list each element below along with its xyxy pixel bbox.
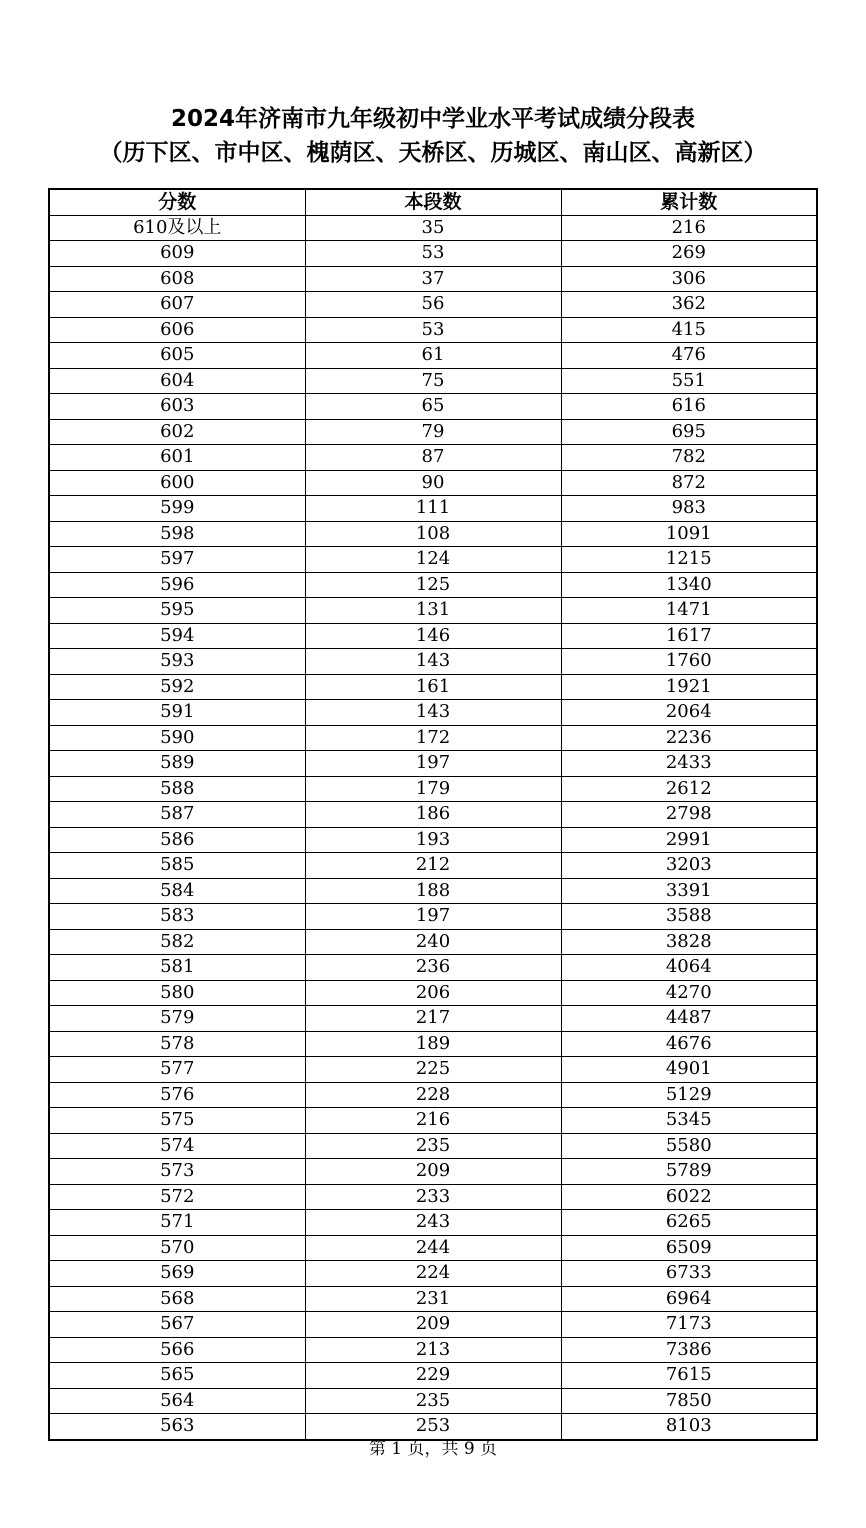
cumulative-count-cell: 4676 — [561, 1031, 817, 1057]
segment-count-cell: 87 — [305, 445, 561, 471]
table-row — [49, 1261, 817, 1287]
segment-count-cell: 197 — [305, 751, 561, 777]
score-cell: 569 — [49, 1261, 305, 1287]
score-distribution-table — [48, 188, 818, 1441]
table-row — [49, 1235, 817, 1261]
cumulative-count-cell: 4487 — [561, 1006, 817, 1032]
table-body — [49, 215, 817, 1440]
score-cell: 590 — [49, 725, 305, 751]
score-cell: 583 — [49, 904, 305, 930]
segment-count-cell: 61 — [305, 343, 561, 369]
cumulative-count-cell: 7386 — [561, 1337, 817, 1363]
table-row — [49, 623, 817, 649]
score-cell: 605 — [49, 343, 305, 369]
cumulative-count-cell: 1340 — [561, 572, 817, 598]
score-cell: 578 — [49, 1031, 305, 1057]
score-cell: 598 — [49, 521, 305, 547]
segment-count-cell: 65 — [305, 394, 561, 420]
score-cell: 600 — [49, 470, 305, 496]
score-cell: 579 — [49, 1006, 305, 1032]
table-row — [49, 1159, 817, 1185]
table-row — [49, 776, 817, 802]
table-row — [49, 725, 817, 751]
segment-count-cell: 35 — [305, 215, 561, 241]
table-row — [49, 1031, 817, 1057]
segment-count-cell: 53 — [305, 241, 561, 267]
segment-count-cell: 124 — [305, 547, 561, 573]
score-cell: 588 — [49, 776, 305, 802]
score-cell: 610及以上 — [49, 215, 305, 241]
score-cell: 589 — [49, 751, 305, 777]
cumulative-count-cell: 4270 — [561, 980, 817, 1006]
column-header-cumulative-count: 累计数 — [561, 189, 817, 215]
score-cell: 568 — [49, 1286, 305, 1312]
table-row — [49, 751, 817, 777]
segment-count-cell: 108 — [305, 521, 561, 547]
cumulative-count-cell: 6022 — [561, 1184, 817, 1210]
score-cell: 609 — [49, 241, 305, 267]
segment-count-cell: 235 — [305, 1133, 561, 1159]
cumulative-count-cell: 3588 — [561, 904, 817, 930]
segment-count-cell: 229 — [305, 1363, 561, 1389]
column-header-segment-count: 本段数 — [305, 189, 561, 215]
cumulative-count-cell: 306 — [561, 266, 817, 292]
segment-count-cell: 243 — [305, 1210, 561, 1236]
cumulative-count-cell: 476 — [561, 343, 817, 369]
segment-count-cell: 209 — [305, 1312, 561, 1338]
score-cell: 606 — [49, 317, 305, 343]
table-row — [49, 649, 817, 675]
segment-count-cell: 244 — [305, 1235, 561, 1261]
table-row — [49, 1388, 817, 1414]
cumulative-count-cell: 551 — [561, 368, 817, 394]
score-cell: 566 — [49, 1337, 305, 1363]
table-row — [49, 1108, 817, 1134]
segment-count-cell: 235 — [305, 1388, 561, 1414]
cumulative-count-cell: 4901 — [561, 1057, 817, 1083]
cumulative-count-cell: 1921 — [561, 674, 817, 700]
table-row — [49, 598, 817, 624]
segment-count-cell: 228 — [305, 1082, 561, 1108]
table-row — [49, 853, 817, 879]
cumulative-count-cell: 362 — [561, 292, 817, 318]
score-cell: 584 — [49, 878, 305, 904]
segment-count-cell: 224 — [305, 1261, 561, 1287]
score-cell: 595 — [49, 598, 305, 624]
segment-count-cell: 111 — [305, 496, 561, 522]
cumulative-count-cell: 6265 — [561, 1210, 817, 1236]
cumulative-count-cell: 5580 — [561, 1133, 817, 1159]
score-cell: 563 — [49, 1414, 305, 1440]
table-row — [49, 1210, 817, 1236]
table-row — [49, 904, 817, 930]
cumulative-count-cell: 415 — [561, 317, 817, 343]
table-row — [49, 1337, 817, 1363]
table-row — [49, 317, 817, 343]
table-row — [49, 955, 817, 981]
table-row — [49, 343, 817, 369]
page-number: 第 1 页，共 9 页 — [368, 1439, 498, 1459]
score-cell: 574 — [49, 1133, 305, 1159]
score-cell: 601 — [49, 445, 305, 471]
cumulative-count-cell: 695 — [561, 419, 817, 445]
table-row — [49, 521, 817, 547]
segment-count-cell: 216 — [305, 1108, 561, 1134]
segment-count-cell: 212 — [305, 853, 561, 879]
cumulative-count-cell: 3391 — [561, 878, 817, 904]
cumulative-count-cell: 3828 — [561, 929, 817, 955]
table-row — [49, 215, 817, 241]
table-row — [49, 1312, 817, 1338]
table-row — [49, 368, 817, 394]
table-row — [49, 674, 817, 700]
score-cell: 576 — [49, 1082, 305, 1108]
cumulative-count-cell: 872 — [561, 470, 817, 496]
cumulative-count-cell: 8103 — [561, 1414, 817, 1440]
score-cell: 603 — [49, 394, 305, 420]
cumulative-count-cell: 7850 — [561, 1388, 817, 1414]
table-row — [49, 547, 817, 573]
table-row — [49, 419, 817, 445]
table-row — [49, 1286, 817, 1312]
score-cell: 596 — [49, 572, 305, 598]
score-cell: 573 — [49, 1159, 305, 1185]
segment-count-cell: 197 — [305, 904, 561, 930]
score-cell: 594 — [49, 623, 305, 649]
cumulative-count-cell: 2064 — [561, 700, 817, 726]
segment-count-cell: 143 — [305, 649, 561, 675]
score-cell: 585 — [49, 853, 305, 879]
score-cell: 577 — [49, 1057, 305, 1083]
segment-count-cell: 206 — [305, 980, 561, 1006]
table-row — [49, 700, 817, 726]
score-cell: 565 — [49, 1363, 305, 1389]
segment-count-cell: 217 — [305, 1006, 561, 1032]
score-cell: 604 — [49, 368, 305, 394]
table-row — [49, 802, 817, 828]
cumulative-count-cell: 1760 — [561, 649, 817, 675]
segment-count-cell: 240 — [305, 929, 561, 955]
page-title: 2024年济南市九年级初中学业水平考试成绩分段表 — [170, 106, 695, 132]
segment-count-cell: 161 — [305, 674, 561, 700]
table-row — [49, 266, 817, 292]
page-subtitle: （历下区、市中区、槐荫区、天桥区、历城区、南山区、高新区） — [99, 140, 767, 166]
segment-count-cell: 90 — [305, 470, 561, 496]
table-row — [49, 445, 817, 471]
score-cell: 602 — [49, 419, 305, 445]
segment-count-cell: 146 — [305, 623, 561, 649]
table-row — [49, 827, 817, 853]
segment-count-cell: 186 — [305, 802, 561, 828]
cumulative-count-cell: 269 — [561, 241, 817, 267]
table-row — [49, 1057, 817, 1083]
score-cell: 572 — [49, 1184, 305, 1210]
score-cell: 592 — [49, 674, 305, 700]
score-cell: 567 — [49, 1312, 305, 1338]
segment-count-cell: 75 — [305, 368, 561, 394]
table-row — [49, 1414, 817, 1440]
cumulative-count-cell: 2991 — [561, 827, 817, 853]
segment-count-cell: 209 — [305, 1159, 561, 1185]
score-cell: 564 — [49, 1388, 305, 1414]
table-row — [49, 1184, 817, 1210]
table-row — [49, 1082, 817, 1108]
score-cell: 581 — [49, 955, 305, 981]
table-row — [49, 1133, 817, 1159]
score-cell: 580 — [49, 980, 305, 1006]
table-row — [49, 1006, 817, 1032]
segment-count-cell: 131 — [305, 598, 561, 624]
cumulative-count-cell: 2612 — [561, 776, 817, 802]
segment-count-cell: 172 — [305, 725, 561, 751]
cumulative-count-cell: 2798 — [561, 802, 817, 828]
cumulative-count-cell: 7173 — [561, 1312, 817, 1338]
cumulative-count-cell: 6733 — [561, 1261, 817, 1287]
cumulative-count-cell: 6509 — [561, 1235, 817, 1261]
cumulative-count-cell: 5129 — [561, 1082, 817, 1108]
segment-count-cell: 233 — [305, 1184, 561, 1210]
segment-count-cell: 56 — [305, 292, 561, 318]
cumulative-count-cell: 782 — [561, 445, 817, 471]
score-cell: 608 — [49, 266, 305, 292]
score-cell: 575 — [49, 1108, 305, 1134]
score-cell: 607 — [49, 292, 305, 318]
cumulative-count-cell: 1471 — [561, 598, 817, 624]
column-header-score: 分数 — [49, 189, 305, 215]
table-row — [49, 470, 817, 496]
cumulative-count-cell: 3203 — [561, 853, 817, 879]
cumulative-count-cell: 616 — [561, 394, 817, 420]
segment-count-cell: 189 — [305, 1031, 561, 1057]
score-cell: 571 — [49, 1210, 305, 1236]
segment-count-cell: 79 — [305, 419, 561, 445]
table-row — [49, 980, 817, 1006]
segment-count-cell: 188 — [305, 878, 561, 904]
table-row — [49, 394, 817, 420]
table-row — [49, 496, 817, 522]
cumulative-count-cell: 5789 — [561, 1159, 817, 1185]
cumulative-count-cell: 2236 — [561, 725, 817, 751]
segment-count-cell: 225 — [305, 1057, 561, 1083]
table-header-row — [49, 189, 817, 215]
table-row — [49, 241, 817, 267]
cumulative-count-cell: 1091 — [561, 521, 817, 547]
cumulative-count-cell: 4064 — [561, 955, 817, 981]
segment-count-cell: 231 — [305, 1286, 561, 1312]
segment-count-cell: 37 — [305, 266, 561, 292]
segment-count-cell: 213 — [305, 1337, 561, 1363]
table-row — [49, 292, 817, 318]
score-cell: 599 — [49, 496, 305, 522]
score-cell: 582 — [49, 929, 305, 955]
segment-count-cell: 253 — [305, 1414, 561, 1440]
cumulative-count-cell: 983 — [561, 496, 817, 522]
cumulative-count-cell: 6964 — [561, 1286, 817, 1312]
table-row — [49, 572, 817, 598]
segment-count-cell: 179 — [305, 776, 561, 802]
cumulative-count-cell: 1215 — [561, 547, 817, 573]
score-cell: 570 — [49, 1235, 305, 1261]
cumulative-count-cell: 7615 — [561, 1363, 817, 1389]
cumulative-count-cell: 2433 — [561, 751, 817, 777]
segment-count-cell: 143 — [305, 700, 561, 726]
segment-count-cell: 53 — [305, 317, 561, 343]
table-row — [49, 929, 817, 955]
segment-count-cell: 193 — [305, 827, 561, 853]
score-cell: 593 — [49, 649, 305, 675]
score-cell: 591 — [49, 700, 305, 726]
table-row — [49, 878, 817, 904]
cumulative-count-cell: 1617 — [561, 623, 817, 649]
score-cell: 597 — [49, 547, 305, 573]
table-row — [49, 1363, 817, 1389]
segment-count-cell: 236 — [305, 955, 561, 981]
cumulative-count-cell: 5345 — [561, 1108, 817, 1134]
segment-count-cell: 125 — [305, 572, 561, 598]
cumulative-count-cell: 216 — [561, 215, 817, 241]
score-cell: 587 — [49, 802, 305, 828]
score-cell: 586 — [49, 827, 305, 853]
